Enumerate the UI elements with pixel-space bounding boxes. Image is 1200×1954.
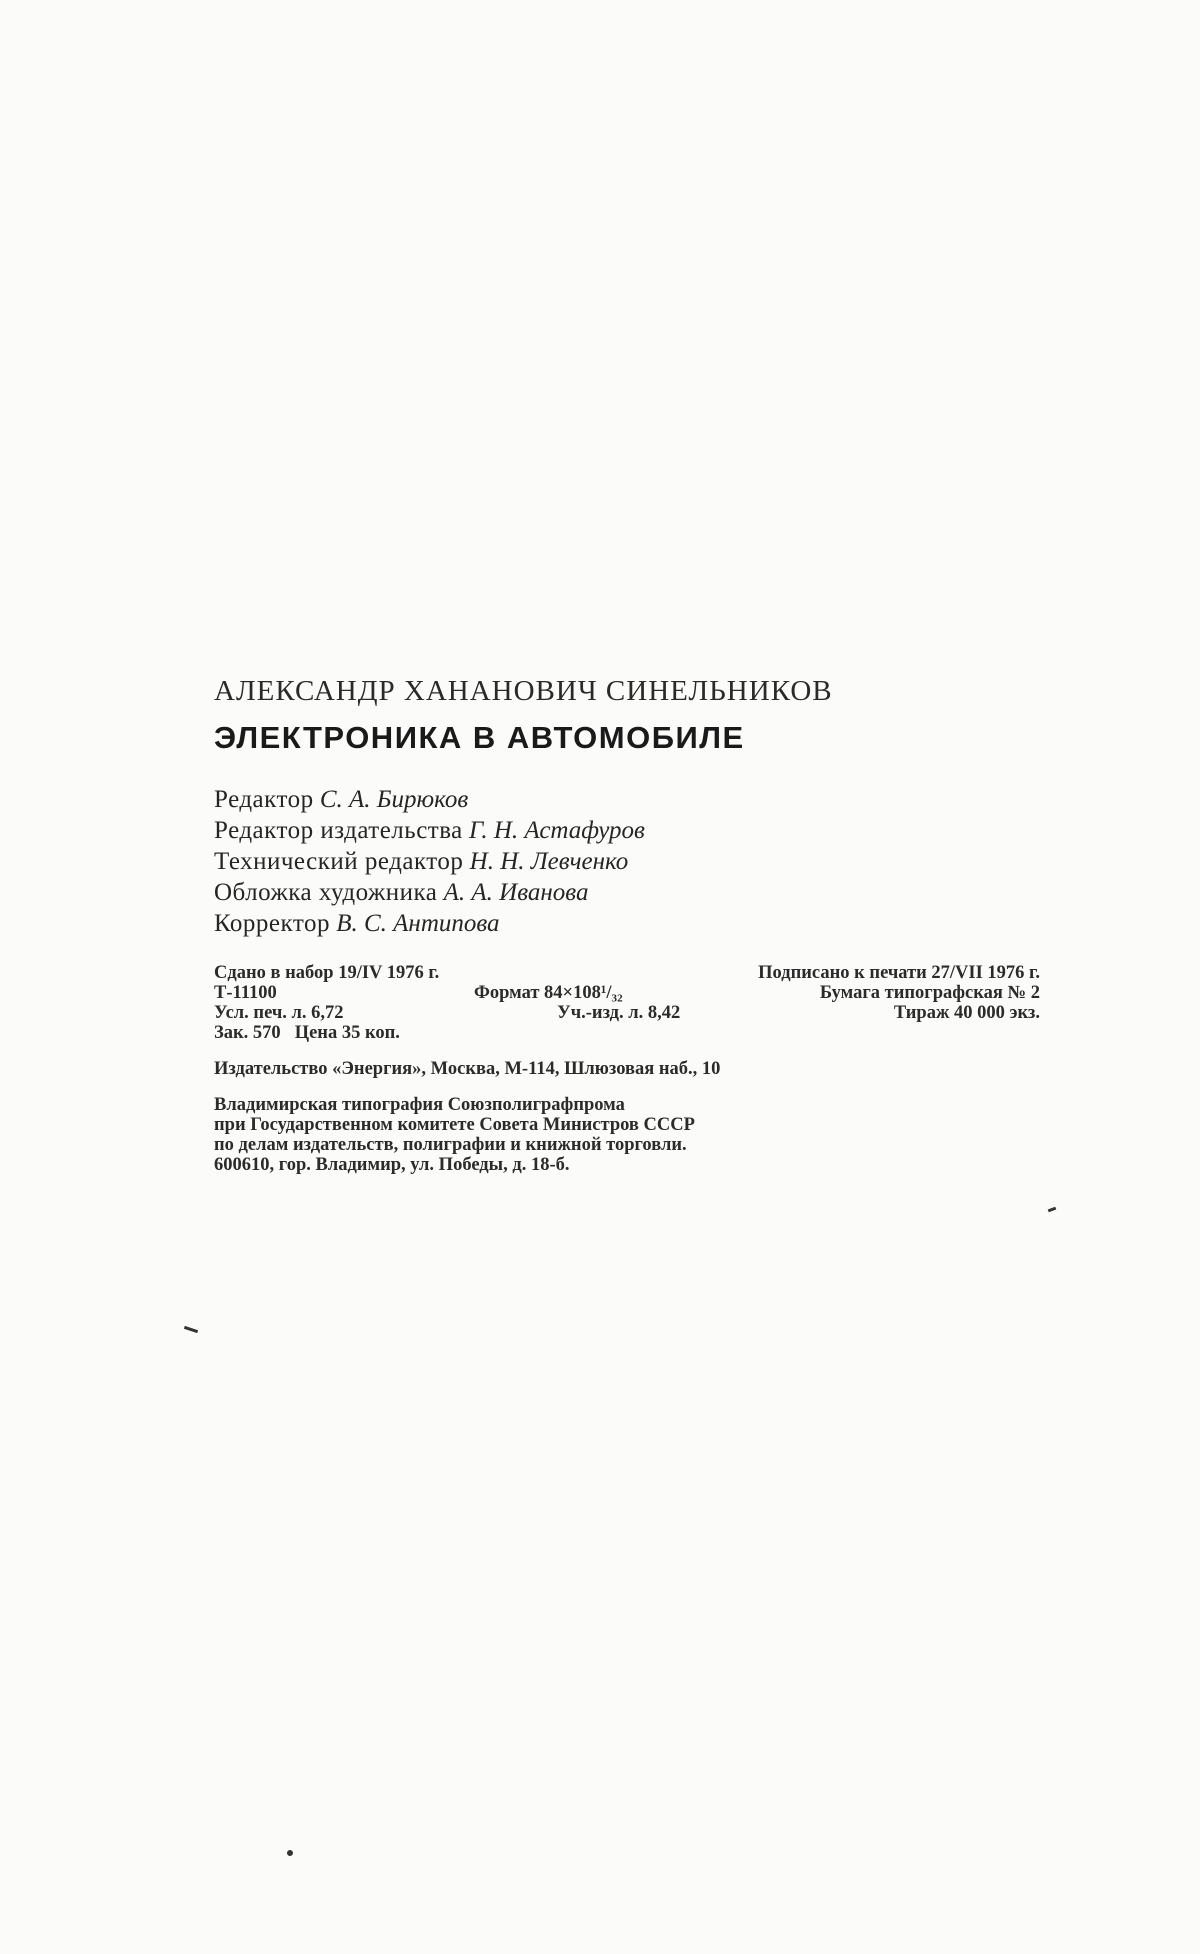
- print-pub-sheets: Уч.-изд. л. 8,42: [557, 1003, 681, 1023]
- scan-speck: [184, 1326, 198, 1333]
- printer-line: 600610, гор. Владимир, ул. Победы, д. 18-б.: [214, 1155, 570, 1175]
- credit-person: Н. Н. Левченко: [469, 848, 629, 875]
- credits-list: [214, 784, 1044, 939]
- print-signed: Подписано к печати 27/VII 1976 г.: [758, 963, 1040, 983]
- print-order: Зак. 570: [214, 1023, 281, 1043]
- printer-line: Владимирская типография Союзполиграфпрома: [214, 1095, 625, 1115]
- publisher-address: Издательство «Энергия», Москва, М-114, Шлюзовая наб., 10: [214, 1059, 721, 1079]
- print-submitted: Сдано в набор 19/IV 1976 г.: [214, 963, 440, 983]
- author-name: АЛЕКСАНДР ХАНАНОВИЧ СИНЕЛЬНИКОВ: [214, 675, 833, 707]
- print-format: Формат 84×108¹/₃₂: [473, 983, 623, 1003]
- print-line-volume: [214, 1003, 1040, 1023]
- scan-speck: [287, 1850, 293, 1856]
- print-line-format: [214, 983, 1040, 1003]
- printer-info: [214, 1095, 1044, 1175]
- credit-role: Технический редактор: [214, 848, 464, 875]
- credit-role: Редактор: [214, 786, 314, 813]
- credit-person: Г. Н. Астафуров: [469, 817, 645, 844]
- credit-role: Обложка художника: [214, 879, 438, 906]
- credit-proofreader: [214, 908, 1044, 939]
- credit-role: Редактор издательства: [214, 817, 463, 844]
- printer-line: по делам издательств, полиграфии и книжной торговли.: [214, 1135, 687, 1155]
- credit-person: В. С. Антипова: [336, 910, 500, 937]
- print-line-dates: [214, 963, 1040, 983]
- credit-role: Корректор: [214, 910, 330, 937]
- print-info: [214, 963, 1040, 1043]
- print-run: Тираж 40 000 экз.: [893, 1003, 1040, 1023]
- print-paper: Бумага типографская № 2: [819, 983, 1040, 1003]
- credit-cover-artist: [214, 877, 1044, 908]
- imprint-block: [214, 672, 1044, 1175]
- credit-person: А. А. Иванова: [443, 879, 589, 906]
- printer-line: при Государственном комитете Совета Министров СССР: [214, 1115, 695, 1135]
- book-title: ЭЛЕКТРОНИКА В АВТОМОБИЛЕ: [214, 720, 745, 755]
- print-sheets: Усл. печ. л. 6,72: [214, 1003, 344, 1023]
- credit-editor: [214, 784, 1044, 815]
- print-price: Цена 35 коп.: [294, 1023, 400, 1043]
- credit-publishing-editor: [214, 815, 1044, 846]
- print-line-order: [214, 1023, 1040, 1043]
- scan-speck: [1048, 1207, 1057, 1213]
- credit-technical-editor: [214, 846, 1044, 877]
- print-code: Т-11100: [214, 983, 277, 1003]
- credit-person: С. А. Бирюков: [319, 786, 469, 813]
